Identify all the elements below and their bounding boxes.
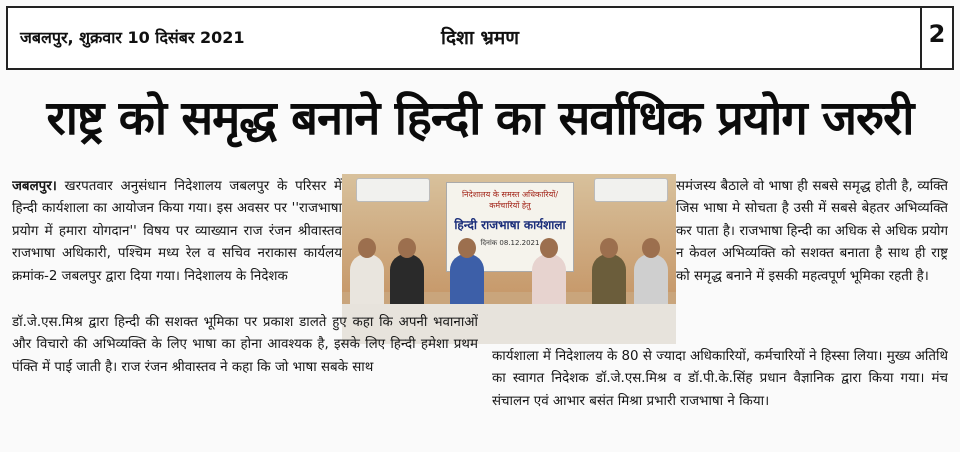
article-text-left: खरपतवार अनुसंधान निदेशालय जबलपुर के परिसर में हिन्दी कार्यशाला का आयोजन किया गया। इस अवसर पर ''राजभाषा प्रयोग में हमारा योगदान'' विषय पर व्याख्यान राज रंजन श्रीवास्तव राजभाषा अधिकारी, पश्चिम मध्य रेल व सचिव नराकास कार्यलय क्रमांक-2 जबलपुर द्वारा दिया गया। निदेशालय के निदेशक	[12, 179, 342, 284]
headline: राष्ट्र को समृद्ध बनाने हिन्दी का सर्वाधिक प्रयोग जरुरी	[46, 91, 914, 146]
banner-top-text: निदेशालय के समस्त अधिकारियों/ कर्मचारियों हेतु	[461, 190, 559, 210]
article-column-bottom-right: कार्यशाला में निदेशालय के 80 से ज्यादा अधिकारियों, कर्मचारियों ने हिस्सा लिया। मुख्य अतिथि का स्वागत निदेशक डॉ.जे.एस.मिश्र व डॉ.पी.के.सिंह प्रधान वैज्ञानिक द्वारा किया गया। मंच संचालन एवं आभार बसंत मिश्रा प्रभारी राजभाषा ने किया।	[492, 349, 948, 409]
attendee-head	[398, 238, 416, 258]
masthead	[6, 6, 954, 70]
article-dateline: जबलपुर।	[12, 179, 57, 194]
attendee-head	[540, 238, 558, 258]
banner-date: दिनांक 08.12.2021	[480, 239, 540, 247]
attendee-head	[600, 238, 618, 258]
attendee-head	[458, 238, 476, 258]
attendee-head	[358, 238, 376, 258]
banner-title: हिन्दी राजभाषा कार्यशाला	[454, 218, 566, 232]
page-number: 2	[928, 20, 946, 48]
article-column-bottom-left: डॉ.जे.एस.मिश्र द्वारा हिन्दी की सशक्त भूमिका पर प्रकाश डालते हुए कहा कि अपनी भवानाओं और विचारो की अभिव्यक्ति के लिए भाषा का होना आवश्यक है, इसके लिए हिन्दी हमेशा प्रथम पंक्ति में पाई जाती है। राज रंजन श्रीवास्तव ने कहा कि जो भाषा सबके साथ	[12, 315, 478, 375]
article-column-right: समंजस्य बैठाले वो भाषा ही सबसे समृद्ध होती है, व्यक्ति जिस भाषा मे सोचता है उसी में सबसे बेहतर अभिव्यक्ति कर पाता है। राजभाषा हिन्दी का अधिक से अधिक प्रयोग न केवल अभिव्यक्ति को सशक्त बनाता है साथ ही राष्ट्र को समृद्ध बनाने में इसकी महत्वपूर्ण भूमिका रहती है।	[676, 179, 948, 284]
air-conditioner-left	[356, 178, 430, 202]
section-title: दिशा भ्रमण	[441, 27, 519, 49]
attendee-head	[642, 238, 660, 258]
article-column-left	[12, 176, 342, 312]
air-conditioner-right	[594, 178, 668, 202]
issue-date: जबलपुर, शुक्रवार 10 दिसंबर 2021	[20, 28, 245, 47]
